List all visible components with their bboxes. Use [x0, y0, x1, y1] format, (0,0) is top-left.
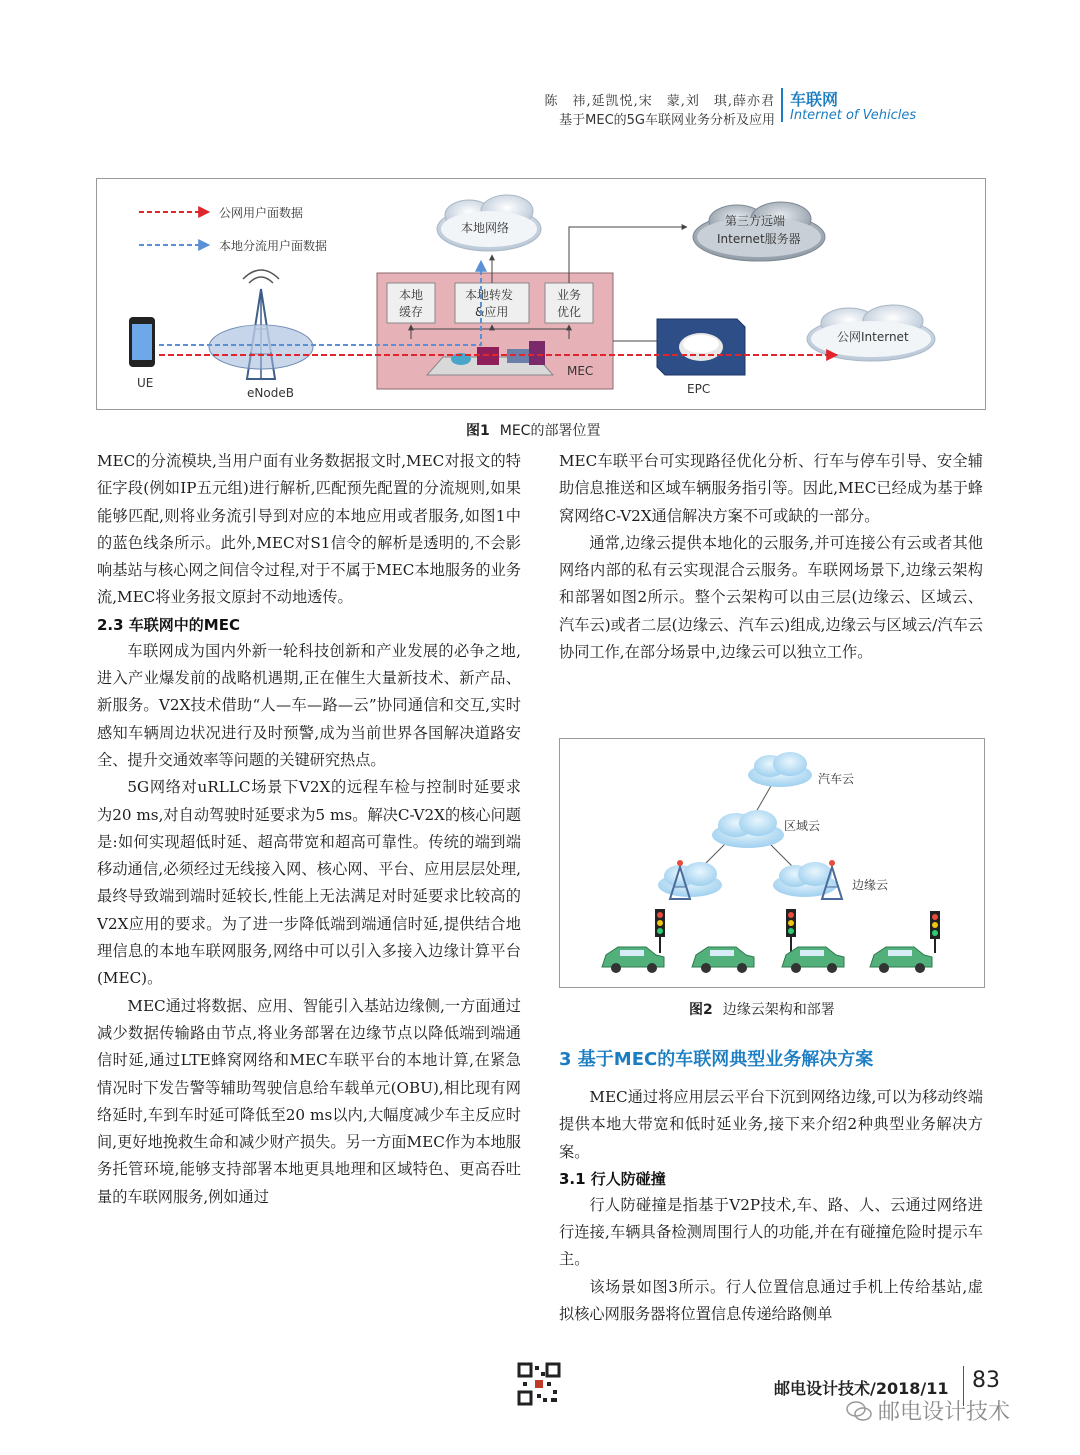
ue-label: UE [137, 376, 154, 390]
heading-2-3: 2.3 车联网中的MEC [97, 615, 240, 634]
right-paragraph-2: 通常,边缘云提供本地化的云服务,并可连接公有云或者其他网络内部的私有云实现混合云服务。车联网场景下,边缘云架构和部署如图2所示。整个云架构可以由三层(边缘云、区域云、汽车云)或者二层(边缘云、汽车云)组成,边缘云与区域云/汽车云协同工作,在部分场景中,边缘云可以独立工作。 [559, 533, 983, 662]
figure-1-caption-num: 图1 [466, 423, 490, 439]
watermark-text: 邮电设计技术 [878, 1400, 1011, 1425]
traffic-light-1 [655, 909, 665, 953]
heading-3-1: 3.1 行人防碰撞 [559, 1169, 666, 1188]
figure-2-diagram [560, 739, 984, 987]
left-paragraph-4: MEC通过将数据、应用、智能引入基站边缘侧,一方面通过减少数据传输路由节点,将业务部署在边缘节点以降低端到端通信时延,通过LTE蜂窝网络和MEC车联平台的本地计算,在紧急情况时下发告警等辅助驾驶信息给车载单元(OBU),相比现有网络延时,车到车时延可降低至20 ms以内,大幅度减少车主反应时间,更好地挽救生命和减少财产损失。另一方面MEC作为本地服务托管环境,能够支持部署本地更具地理和区域特色、更高吞吐量的车联网服务,例如通过 [97, 996, 521, 1206]
edge-cloud-left-shape [658, 862, 722, 897]
figure-2 [559, 738, 985, 988]
left-paragraph-2: 车联网成为国内外新一轮科技创新和产业发展的必争之地,进入产业爆发前的战略机遇期,正在催生大量新技术、新产品、新服务。V2X技术借助“人—车—路—云”协同通信和交互,实时感知车辆周边状况进行及时预警,成为当前世界各国解决道路安全、提升交通效率等问题的关键研究热点。 [97, 641, 521, 769]
qr-code [517, 1362, 561, 1406]
box-local-cache-label-2: 缓存 [399, 305, 424, 319]
car-1 [602, 947, 664, 973]
legend-public-label: 公网用户面数据 [219, 206, 304, 220]
public-internet-label: 公网Internet [837, 330, 909, 344]
epc-label: EPC [687, 382, 711, 396]
third-party-label-1: 第三方远端 [725, 214, 786, 228]
traffic-light-2 [786, 909, 796, 953]
figure-1-diagram [97, 179, 985, 409]
header-authors: 陈 祎,延凯悦,宋 蒙,刘 琪,薛亦君 [544, 94, 775, 109]
header-divider [781, 88, 783, 122]
watermark [846, 1395, 1010, 1426]
section-3-heading: 3 基于MEC的车联网典型业务解决方案 [559, 1049, 874, 1070]
enodeb-label: eNodeB [247, 386, 294, 400]
box-local-forward-label-2: &应用 [475, 305, 509, 319]
figure-1-caption-text: MEC的部署位置 [499, 423, 601, 439]
ue-phone [129, 317, 155, 367]
header-section: 车联网 [790, 90, 839, 109]
box-local-forward-label-1: 本地转发 [465, 288, 514, 302]
box-local-cache-label-1: 本地 [399, 288, 424, 302]
header-section-en: Internet of Vehicles [790, 108, 917, 123]
left-paragraph-1: MEC的分流模块,当用户面有业务数据报文时,MEC对报文的特征字段(例如IP五元组)进行解析,匹配预先配置的分流规则,如果能够匹配,则将业务流引导到对应的本地应用或者服务,如图1中的蓝色线条所示。此外,MEC对S1信令的解析是透明的,不会影响基站与核心网之间信令过程,对于不属于MEC本地服务的业务流,MEC将业务报文原封不动地透传。 [97, 452, 521, 607]
figure-2-caption-num: 图2 [689, 1002, 713, 1018]
left-column [97, 448, 521, 1211]
header-article-title: 基于MEC的5G车联网业务分析及应用 [559, 113, 775, 128]
box-service-opt-label-1: 业务 [557, 288, 582, 302]
car-cloud-label: 汽车云 [818, 772, 855, 786]
box-service-opt-label-2: 优化 [557, 305, 582, 319]
enodeb-tower [209, 270, 313, 379]
car-cloud-shape [748, 752, 812, 787]
car-3 [782, 947, 844, 973]
epc-router [657, 319, 745, 375]
traffic-light-3 [930, 911, 940, 953]
right-column-bottom [559, 1084, 983, 1328]
right-paragraph-5: 该场景如图3所示。行人位置信息通过手机上传给基站,虚拟核心网服务器将位置信息传递给路侧单 [559, 1277, 983, 1324]
edge-cloud-label: 边缘云 [852, 878, 889, 892]
footer-page-number: 83 [972, 1368, 1000, 1393]
mec-label: MEC [567, 364, 594, 378]
figure-2-caption-text: 边缘云架构和部署 [722, 1002, 835, 1018]
left-paragraph-3: 5G网络对uRLLC场景下V2X的远程车检与控制时延要求为20 ms,对自动驾驶时延要求为5 ms。解决C-V2X的核心问题是:如何实现超低时延、超高带宽和超高可靠性。传统的端到端移动通信,必须经过无线接入网、核心网、平台、应用层层处理,最终导致端到端时延较长,性能上无法满足对时延要求比较高的V2X应用的要求。为了进一步降低端到端通信时延,提供结合地理信息的本地车联网服务,网络中可以引入多接入边缘计算平台(MEC)。 [97, 778, 521, 988]
local-network-label: 本地网络 [461, 221, 510, 235]
right-paragraph-3: MEC通过将应用层云平台下沉到网络边缘,可以为移动终端提供本地大带宽和低时延业务,接下来介绍2种典型业务解决方案。 [559, 1088, 983, 1161]
region-cloud-shape [712, 810, 784, 848]
third-party-label-2: Internet服务器 [717, 232, 801, 246]
figure-2-caption [689, 999, 835, 1019]
car-2 [692, 947, 754, 973]
right-paragraph-4: 行人防碰撞是指基于V2P技术,车、路、人、云通过网络进行连接,车辆具备检测周围行人的功能,并在有碰撞危险时提示车主。 [559, 1195, 983, 1269]
right-column-top [559, 448, 983, 666]
car-4 [870, 947, 932, 973]
region-cloud-label: 区域云 [784, 819, 821, 833]
wechat-icon [846, 1400, 872, 1422]
right-paragraph-1: MEC车联平台可实现路径优化分析、行车与停车引导、安全辅助信息推送和区域车辆服务指引等。因此,MEC已经成为基于蜂窝网络C-V2X通信解决方案不可或缺的一部分。 [559, 452, 983, 525]
legend-local-label: 本地分流用户面数据 [219, 239, 328, 253]
figure-1 [96, 178, 986, 410]
figure-1-caption [466, 420, 600, 440]
footer-journal: 邮电设计技术/2018/11 [774, 1379, 949, 1398]
